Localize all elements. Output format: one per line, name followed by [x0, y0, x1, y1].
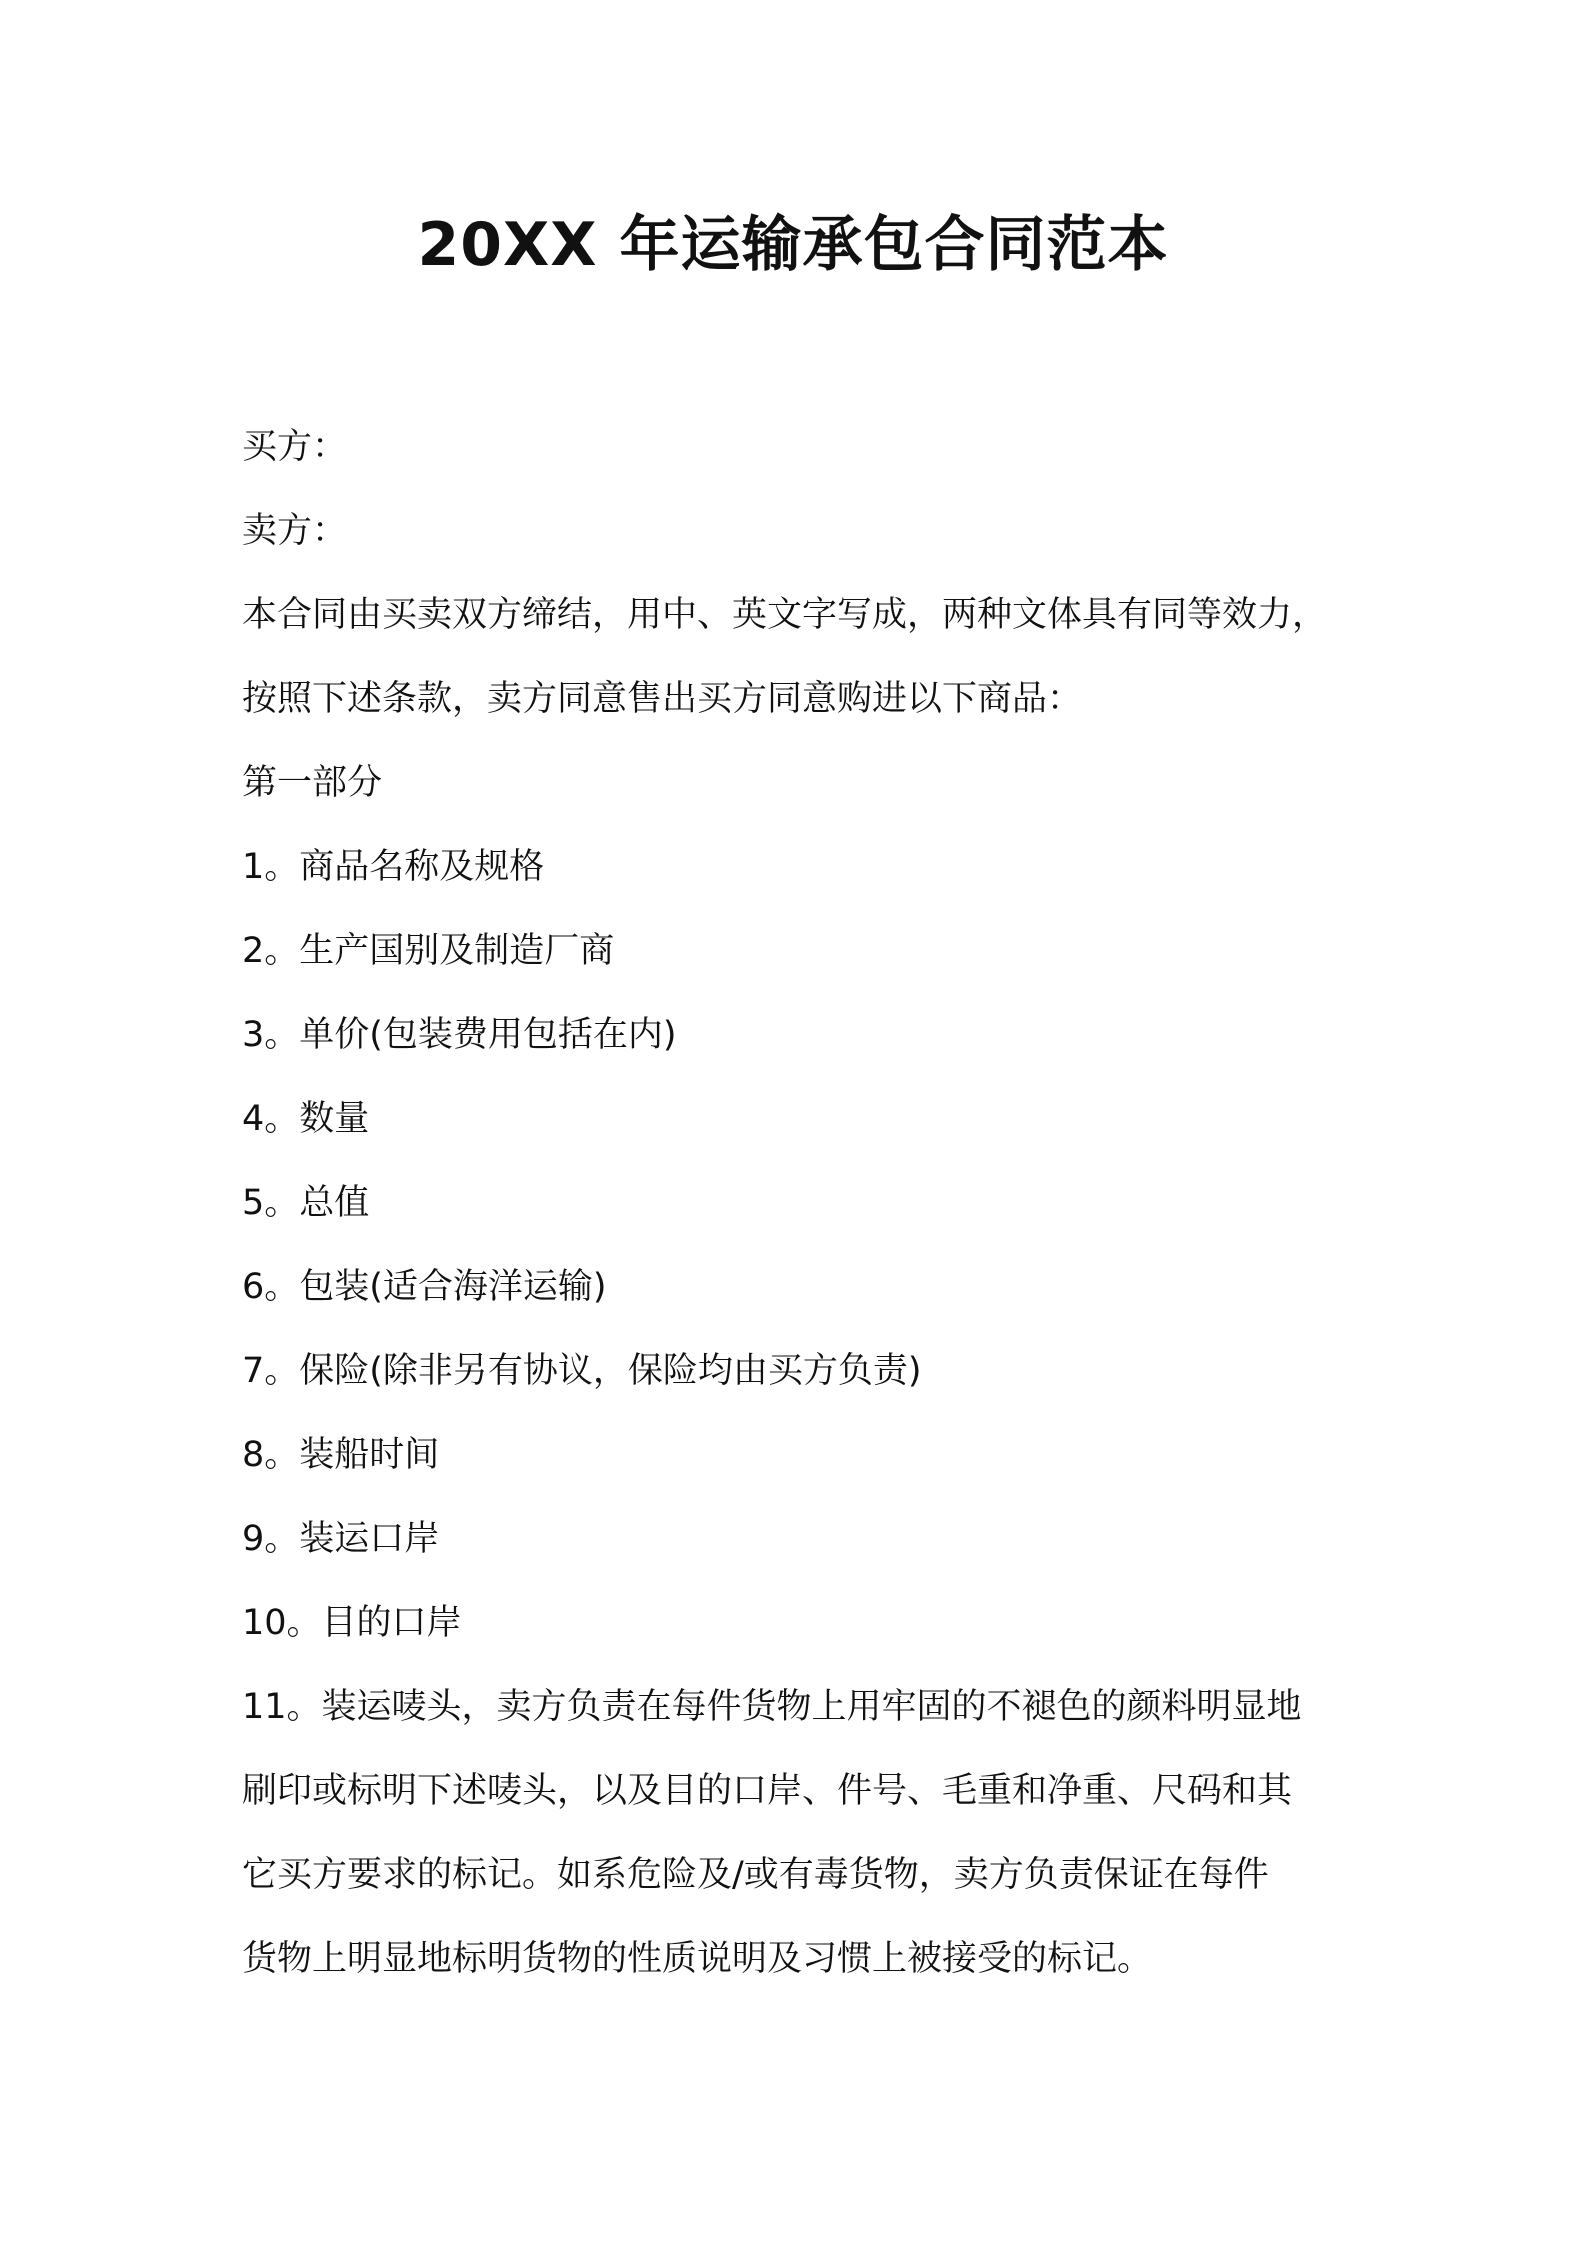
clause-11-line: 刷印或标明下述唛头，以及目的口岸、件号、毛重和净重、尺码和其 — [242, 1771, 1293, 1811]
document-body — [242, 405, 1352, 2001]
clause-11-paragraph — [242, 1665, 1352, 2001]
clause-item: 4。数量 — [242, 1099, 370, 1139]
intro-paragraph — [242, 573, 1352, 741]
buyer-label: 买方： — [242, 427, 348, 467]
intro-line: 按照下述条款，卖方同意售出买方同意购进以下商品： — [242, 679, 1083, 719]
clause-11-line: 货物上明显地标明货物的性质说明及习惯上被接受的标记。 — [242, 1939, 1153, 1979]
clause-item: 9。装运口岸 — [242, 1519, 440, 1559]
document-title: 20XX 年运输承包合同范本 — [417, 210, 1169, 280]
clause-list — [242, 825, 1352, 1665]
clause-item: 3。单价(包装费用包括在内) — [242, 1015, 677, 1055]
clause-11-line: 它买方要求的标记。如系危险及/或有毒货物，卖方负责保证在每件 — [242, 1855, 1269, 1895]
clause-item: 10。目的口岸 — [242, 1603, 462, 1643]
clause-item: 5。总值 — [242, 1183, 370, 1223]
clause-item: 8。装船时间 — [242, 1435, 440, 1475]
seller-label: 卖方： — [242, 511, 348, 551]
clause-item: 1。商品名称及规格 — [242, 847, 545, 887]
part-heading: 第一部分 — [242, 763, 383, 803]
clause-11-line: 11。装运唛头，卖方负责在每件货物上用牢固的不褪色的颜料明显地 — [242, 1687, 1302, 1727]
clause-item: 2。生产国别及制造厂商 — [242, 931, 615, 971]
clause-item: 7。保险(除非另有协议，保险均由买方负责) — [242, 1351, 922, 1391]
intro-line: 本合同由买卖双方缔结，用中、英文字写成，两种文体具有同等效力， — [242, 595, 1328, 635]
clause-item: 6。包装(适合海洋运输) — [242, 1267, 607, 1307]
